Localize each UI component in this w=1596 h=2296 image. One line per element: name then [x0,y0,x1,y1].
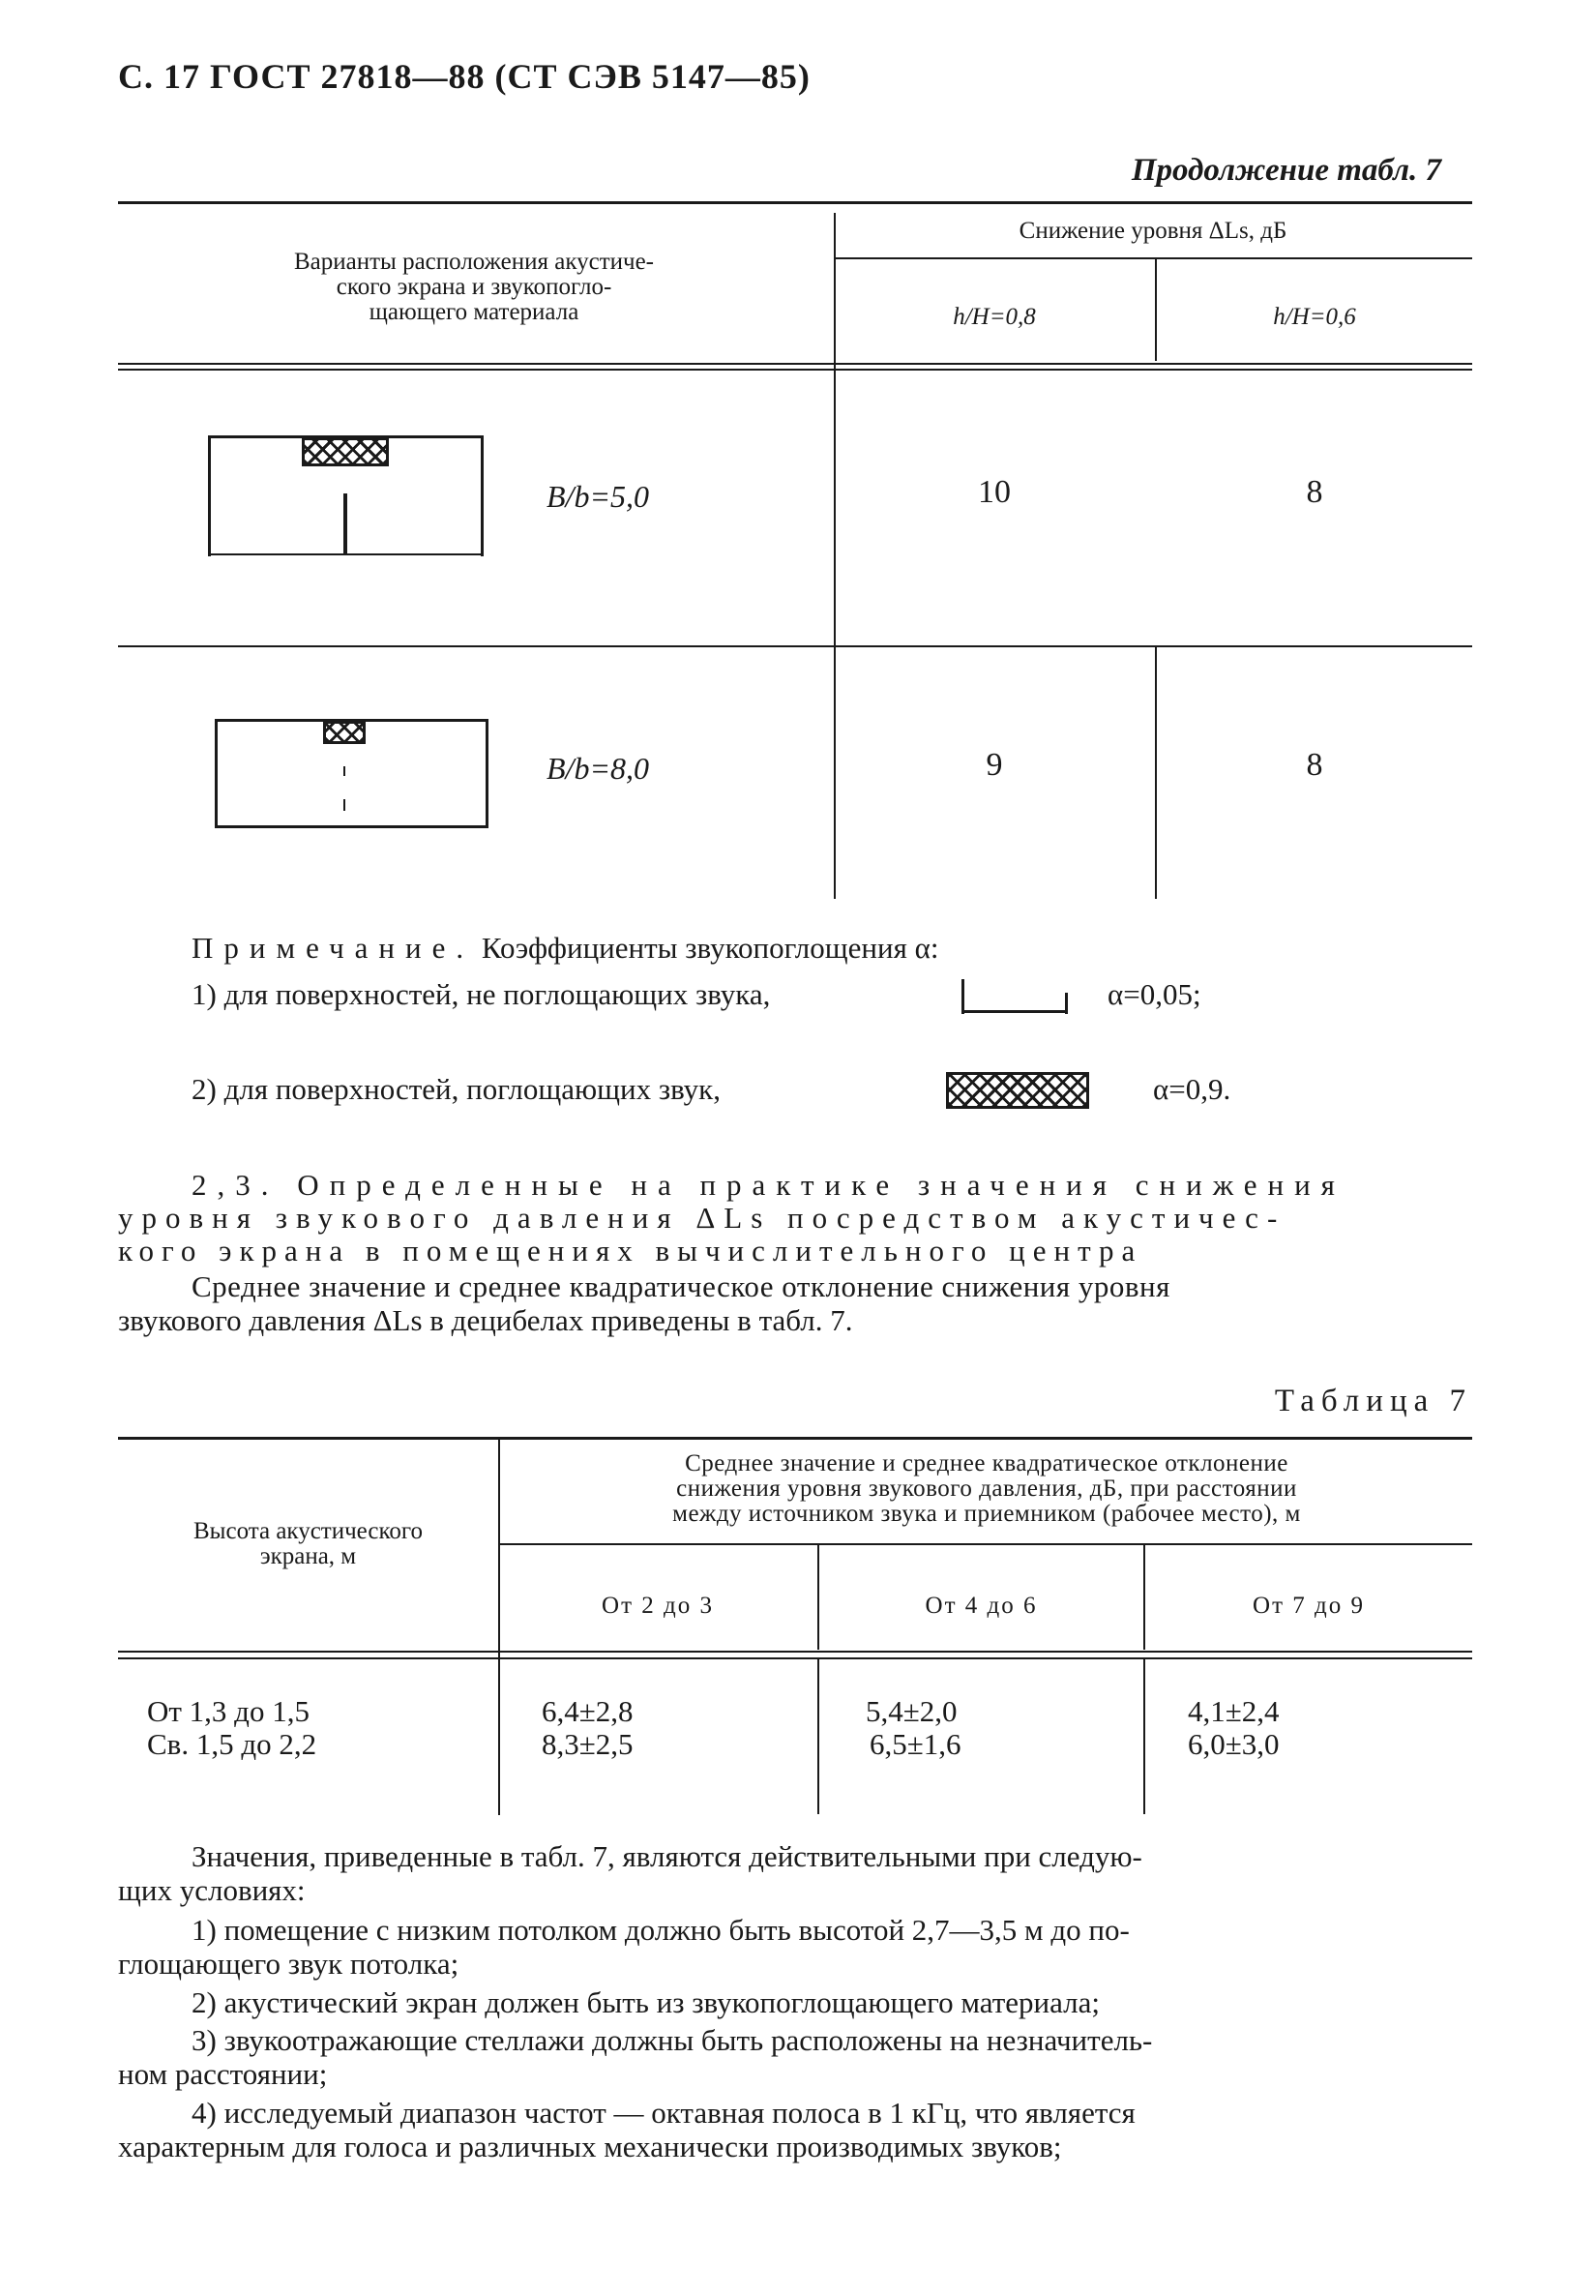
header-line: щающего материала [369,299,579,325]
distance-span-header [501,1451,1472,1527]
surface-symbol-line [961,1010,1068,1013]
table-row [147,1695,316,1761]
note-title [192,931,938,966]
header-line: Среднее значение и среднее квадратическое отклонение [685,1450,1288,1476]
row-height: Св. 1,5 до 2,2 [147,1727,317,1761]
subheader-2-3: От 2 до 3 [602,1593,714,1619]
section-line-2: уровня звукового давления ΔLs посредством акустичес- [118,1201,1286,1235]
cell-value: 5,4±2,0 [866,1694,958,1728]
section-para-1: Среднее значение и среднее квадратическое отклонение снижения уровня [192,1269,1170,1303]
header-line: экрана, м [259,1543,357,1569]
acoustic-screen-mark [343,766,345,776]
col23-header: Снижение уровня ΔLs, дБ [1019,218,1287,244]
row2-value-h06: 8 [1306,747,1323,783]
header-line: ского экрана и звукопогло- [336,274,612,300]
subheader-7-9: От 7 до 9 [1253,1593,1365,1619]
acoustic-screen-mark [343,493,347,553]
table-label: Таблица 7 [1274,1384,1472,1418]
col-4-6-values [866,1695,961,1761]
note-title-rest: Коэффициенты звукопоглощения α: [474,931,939,965]
table-header-rule [118,1651,1472,1653]
diagram-line [486,719,488,827]
condition-4b: характерным для голоса и различных механически производимых звуков; [118,2130,1062,2163]
cell-value: 4,1±2,4 [1188,1694,1280,1728]
table-subheader-rule [498,1543,1472,1545]
conditions-intro-2: щих условиях: [118,1873,306,1907]
table-top-rule [118,201,1472,204]
table-divider [498,1440,500,1815]
note-title-label: Примечание. [192,931,475,965]
acoustic-screen-mark [343,799,345,811]
section-para-2: звукового давления ΔLs в децибелах приведены в табл. 7. [118,1303,853,1337]
row2-ratio: B/b=8,0 [547,751,650,786]
table-header-rule [118,1657,1472,1659]
height-col-header [118,1519,498,1569]
row-height: От 1,3 до 1,5 [147,1694,310,1728]
row1-ratio: B/b=5,0 [547,479,650,514]
table-continuation-label: Продолжение табл. 7 [1131,153,1441,188]
note-item-1-value: α=0,05; [1108,977,1201,1011]
condition-3a: 3) звукоотражающие стеллажи должны быть расположены на незначитель- [192,2023,1153,2057]
surface-symbol-line [961,979,964,1014]
conditions-intro-1: Значения, приведенные в табл. 7, являются действительными при следую- [192,1839,1142,1873]
section-title: Определенные на практике значения снижения [297,1168,1345,1202]
col-2-3-values [542,1695,634,1761]
header-line: между источником звука и приемником (рабочее место), м [672,1501,1301,1527]
condition-3b: ном расстоянии; [118,2057,328,2091]
surface-symbol-line [1065,993,1068,1014]
condition-1a: 1) помещение с низким потолком должно быть высотой 2,7—3,5 м до по- [192,1913,1130,1947]
table-top-rule [118,1437,1472,1440]
section-number: 2,3. [192,1168,280,1202]
cell-value: 6,4±2,8 [542,1694,634,1728]
diagram-line [215,825,488,828]
cell-value: 6,5±1,6 [870,1727,961,1761]
subheader-h06: h/H=0,6 [1273,304,1356,330]
table-divider [834,371,836,651]
absorbing-material-icon [302,437,389,466]
row1-value-h06: 8 [1306,474,1323,510]
table-subheader-rule [834,257,1472,259]
absorbing-material-icon [946,1072,1089,1109]
row1-value-h08: 10 [978,474,1011,510]
diagram-line [215,719,218,827]
table-row-rule [118,645,1472,647]
section-line-1 [192,1169,1473,1202]
note-item-2: 2) для поверхностей, поглощающих звук, [192,1072,721,1106]
header-line: Варианты расположения акустиче- [293,249,655,275]
note-item-2-value: α=0,9. [1153,1072,1231,1106]
header-line: снижения уровня звукового давления, дБ, при расстоянии [676,1476,1297,1502]
table-divider [817,1659,819,1814]
condition-2: 2) акустический экран должен быть из звукопоглощающего материала; [192,1985,1101,2019]
cell-value: 8,3±2,5 [542,1727,634,1761]
page-header: С. 17 ГОСТ 27818—88 (СТ СЭВ 5147—85) [118,57,811,96]
subheader-h08: h/H=0,8 [953,304,1036,330]
diagram-line [208,435,211,556]
absorbing-material-icon [323,721,366,744]
condition-1b: глощающего звук потолка; [118,1947,459,1981]
diagram-line [208,553,484,555]
row2-value-h08: 9 [986,747,1003,783]
table-divider [1143,1659,1145,1814]
col-7-9-values [1188,1695,1280,1761]
table-header-rule [118,369,1472,371]
col1-header [174,250,774,325]
header-line: Высота акустического [193,1518,423,1544]
condition-4a: 4) исследуемый диапазон частот — октавная полоса в 1 кГц, что является [192,2096,1136,2130]
cell-value: 6,0±3,0 [1188,1727,1280,1761]
subheader-4-6: От 4 до 6 [925,1593,1038,1619]
section-line-3: кого экрана в помещениях вычислительного центра [118,1234,1143,1267]
diagram-line [481,435,484,556]
note-item-1: 1) для поверхностей, не поглощающих звука, [192,977,771,1011]
table-header-rule [118,363,1472,365]
